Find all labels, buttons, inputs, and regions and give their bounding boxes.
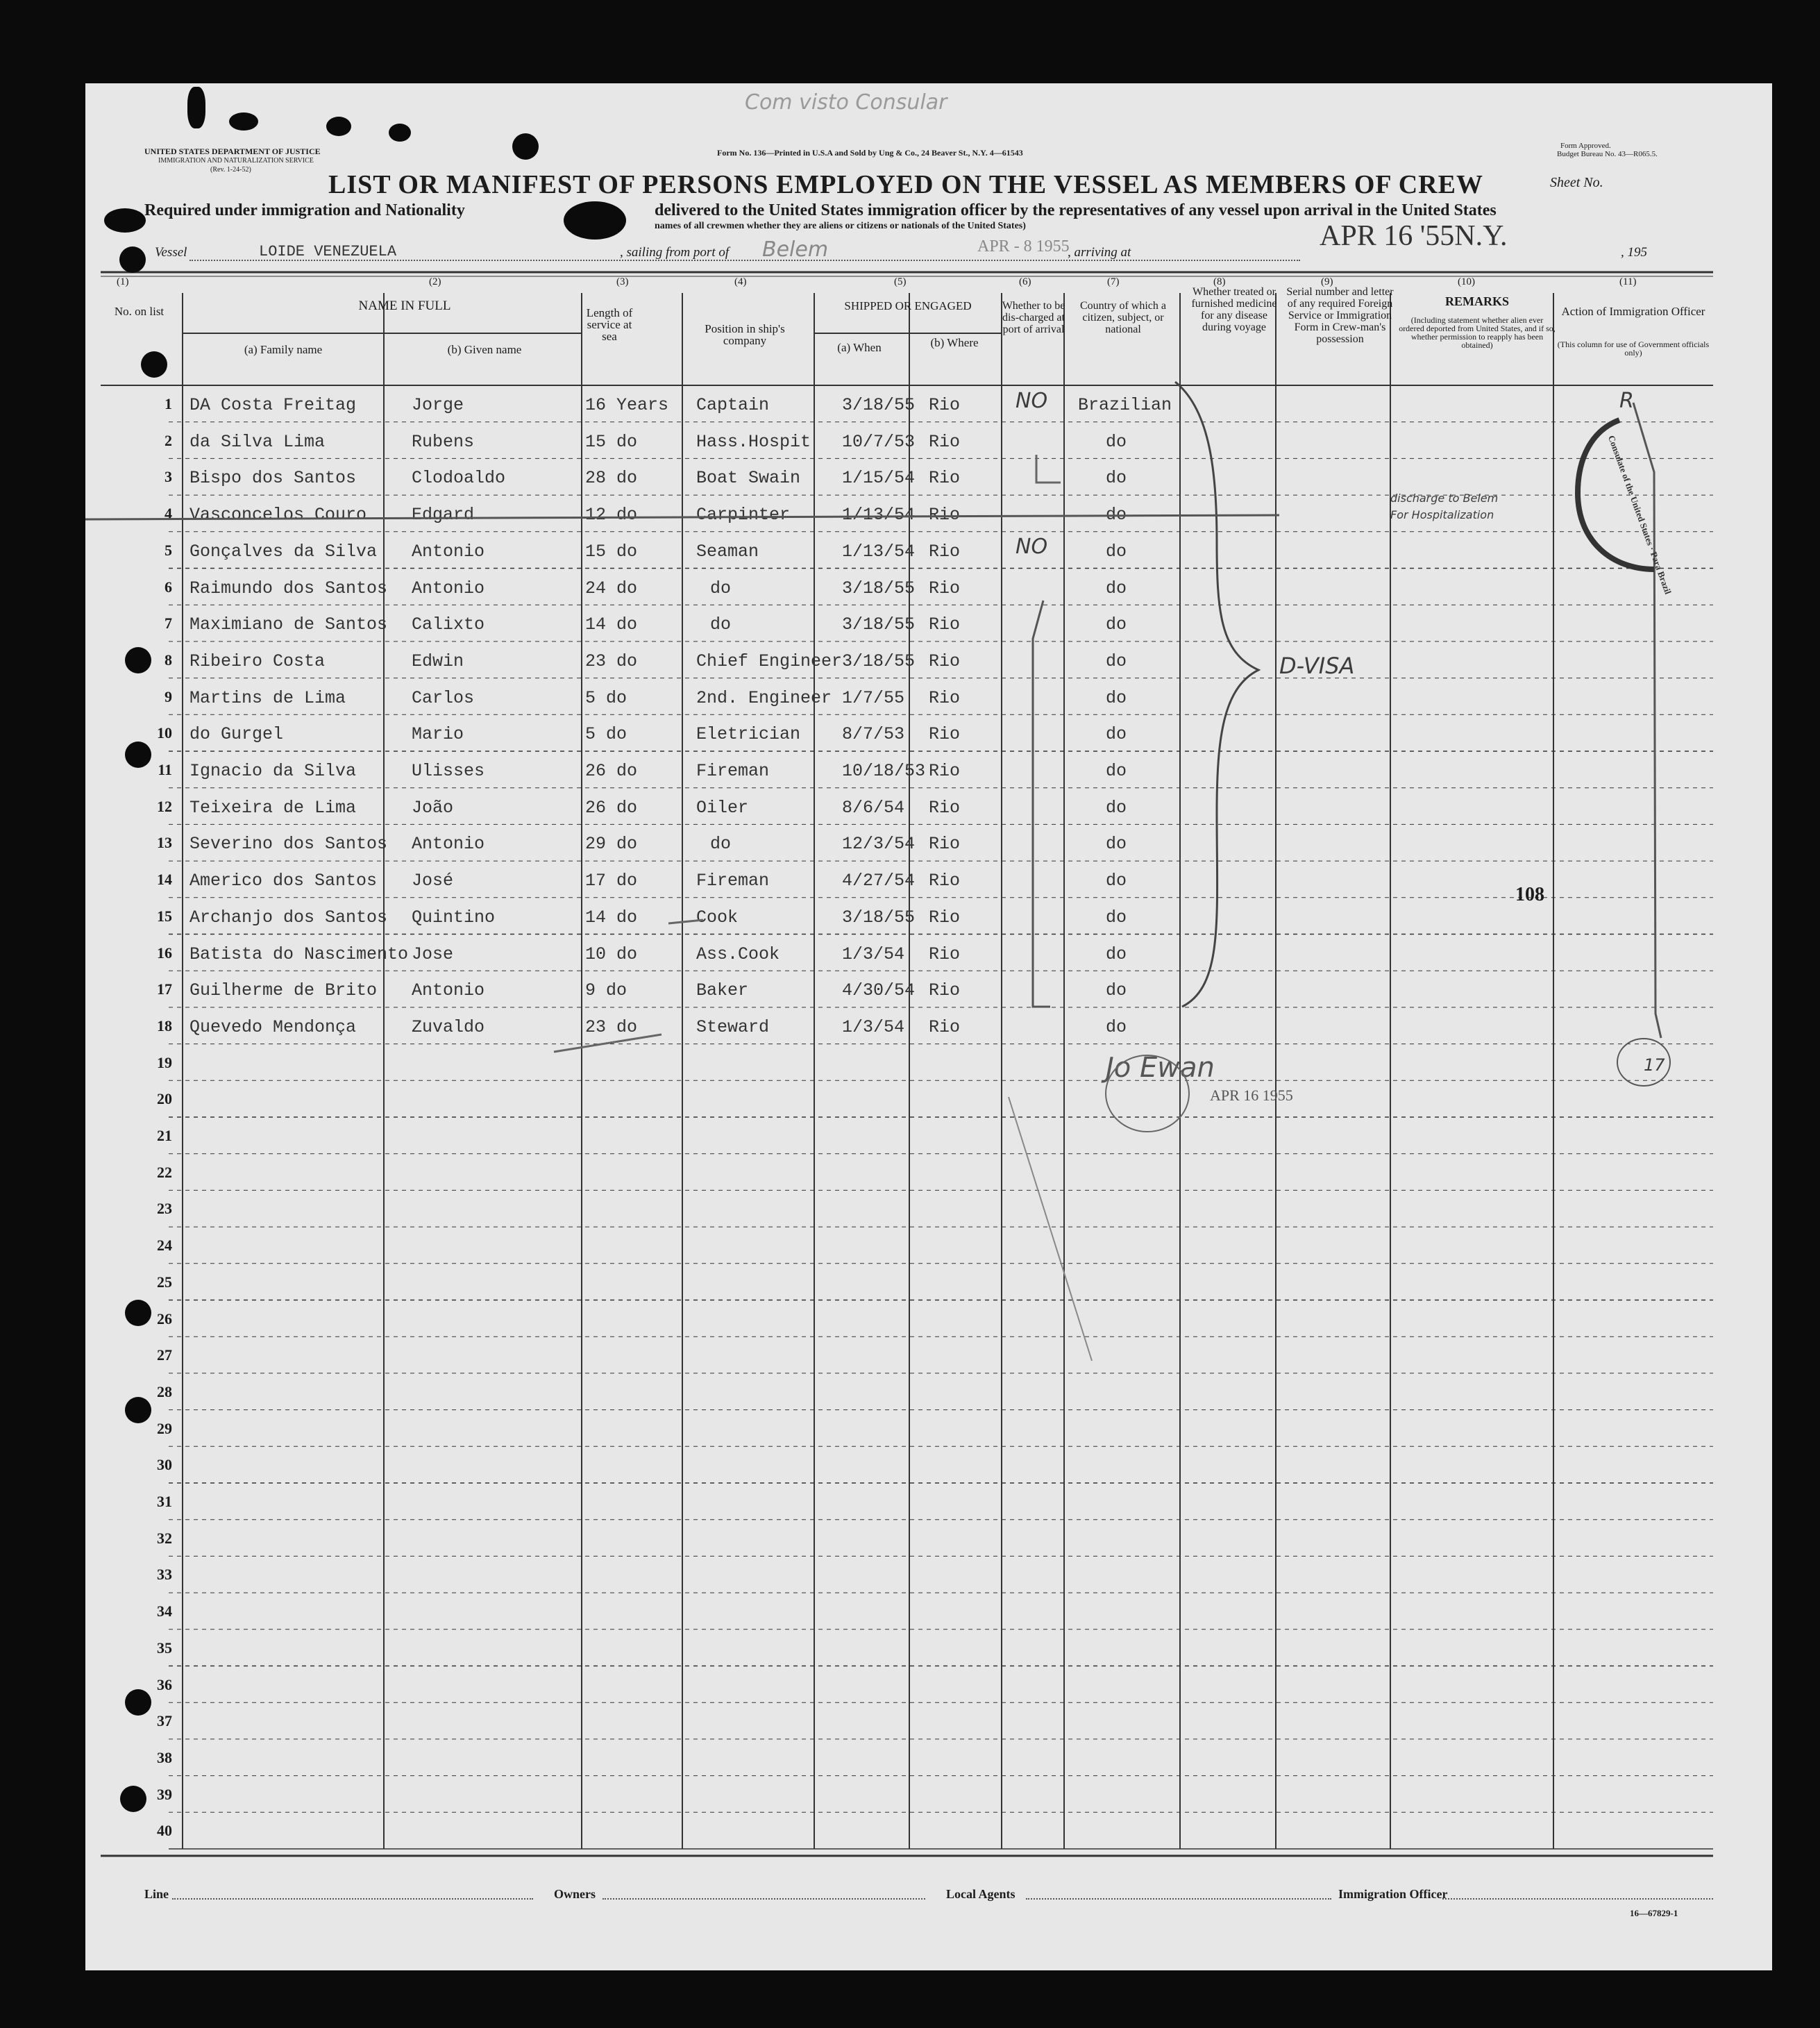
d-visa-note: D-VISA (1279, 653, 1355, 679)
footer-agents-label: Local Agents (946, 1887, 1016, 1901)
discharged-no-1: NO (1016, 389, 1048, 413)
crew-country: Brazilian (1078, 395, 1172, 415)
crew-given: Jose (412, 944, 454, 964)
crew-when: 1/3/54 (842, 944, 905, 964)
crew-country: do (1106, 724, 1127, 745)
ink-blot (326, 117, 351, 136)
crew-when: 8/6/54 (842, 797, 905, 818)
line-number: 20 (157, 1090, 172, 1108)
crew-family: Archanjo dos Santos (189, 907, 388, 928)
line-number: 31 (157, 1493, 172, 1510)
col-header-action-note: (This column for use of Government officials only) (1557, 340, 1710, 358)
crew-position: Ass.Cook (696, 944, 780, 964)
line-number: 26 (157, 1309, 172, 1327)
line-number: 38 (157, 1748, 172, 1766)
crew-position: Cook (696, 907, 739, 928)
crew-family: Ignacio da Silva (189, 761, 357, 781)
line-number: 8 (165, 651, 172, 669)
crew-country: do (1106, 505, 1127, 526)
crew-family: Vasconcelos Couro (189, 505, 367, 526)
crew-family: da Silva Lima (189, 431, 326, 452)
form-code: 16—67829-1 (1630, 1908, 1678, 1918)
vessel-name: LOIDE VENEZUELA (259, 243, 397, 260)
ink-blot (229, 112, 258, 131)
line-number: 35 (157, 1639, 172, 1657)
crew-given: João (412, 797, 454, 818)
line-number: 37 (157, 1712, 172, 1730)
crew-family: Guilherme de Brito (189, 980, 378, 1001)
line-number: 28 (157, 1382, 172, 1400)
ink-blot (104, 208, 146, 233)
line-number: 12 (157, 797, 172, 815)
crew-where: Rio (929, 505, 961, 526)
crew-where: Rio (929, 687, 961, 708)
crew-given: Antonio (412, 541, 485, 562)
crew-when: 4/27/54 (842, 871, 916, 891)
agency-sub: IMMIGRATION AND NATURALIZATION SERVICE (158, 157, 314, 165)
column-number: (7) (1107, 276, 1120, 287)
crew-given: Carlos (412, 687, 475, 708)
crew-position: Baker (696, 980, 749, 1001)
agency-name: UNITED STATES DEPARTMENT OF JUSTICE (144, 146, 321, 156)
crew-where: Rio (929, 761, 961, 781)
crewmen-note: names of all crewmen whether they are aliens or citizens or nationals of the United States) (655, 221, 1026, 231)
crew-length: 12 do (585, 505, 638, 526)
crew-where: Rio (929, 651, 961, 671)
col-header-length: Length of service at sea (586, 306, 633, 343)
crew-position: Oiler (696, 797, 749, 818)
crew-country: do (1106, 834, 1127, 855)
crew-family: Batista do Nascimento (189, 944, 409, 964)
crew-given: Antonio (412, 578, 485, 598)
punch-hole (125, 1300, 151, 1326)
line-number: 24 (157, 1237, 172, 1255)
col-header-family: (a) Family name (244, 343, 323, 356)
crew-family: Maximiano de Santos (189, 614, 388, 635)
line-number: 4 (165, 505, 172, 523)
crew-when: 4/30/54 (842, 980, 916, 1001)
column-number: (6) (1019, 276, 1031, 287)
crew-given: Calixto (412, 614, 485, 635)
line-number: 3 (165, 468, 172, 486)
crew-position: Hass.Hospit (696, 431, 811, 452)
col-header-remarks-note: (Including statement whether alien ever ordered deported from United States, and if so, whether permission to reapply has been obtained) (1399, 315, 1556, 350)
crew-length: 29 do (585, 834, 638, 855)
line-number: 34 (157, 1602, 172, 1620)
crew-country: do (1106, 614, 1127, 635)
punch-hole (512, 133, 539, 160)
column-number: (3) (616, 276, 629, 287)
manifest-sheet (85, 83, 1772, 1970)
crew-family: Martins de Lima (189, 687, 346, 708)
crew-given: Quintino (412, 907, 496, 928)
crew-given: José (412, 871, 454, 891)
line-number: 10 (157, 724, 172, 742)
line-number: 32 (157, 1529, 172, 1547)
column-number: (4) (734, 276, 747, 287)
line-number: 22 (157, 1163, 172, 1181)
punch-hole (141, 351, 167, 378)
crew-family: do Gurgel (189, 724, 284, 745)
crew-where: Rio (929, 431, 961, 452)
crew-country: do (1106, 871, 1127, 891)
officer-initial: R (1619, 389, 1634, 413)
crew-country: do (1106, 907, 1127, 928)
crew-where: Rio (929, 724, 961, 745)
crew-length: 17 do (585, 871, 638, 891)
handwriting-strokes (85, 83, 1772, 1970)
footer-agents-field (1026, 1898, 1331, 1900)
crew-family: Teixeira de Lima (189, 797, 357, 818)
crew-when: 3/18/55 (842, 395, 916, 415)
footer-owners-label: Owners (554, 1887, 596, 1901)
crew-family: Severino dos Santos (189, 834, 388, 855)
crew-position: Fireman (696, 761, 770, 781)
crew-country: do (1106, 541, 1127, 562)
line-number: 11 (158, 761, 172, 778)
crew-family: Gonçalves da Silva (189, 541, 378, 562)
column-number: (1) (117, 276, 129, 287)
crew-length: 26 do (585, 761, 638, 781)
crew-where: Rio (929, 541, 961, 562)
form-rev: (Rev. 1-24-52) (210, 166, 251, 174)
crew-when: 10/7/53 (842, 431, 916, 452)
crew-country: do (1106, 651, 1127, 671)
crew-when: 3/18/55 (842, 614, 916, 635)
crew-country: do (1106, 980, 1127, 1001)
crew-total: 17 (1644, 1055, 1665, 1075)
crew-position: Boat Swain (696, 468, 801, 489)
crew-family: Raimundo dos Santos (189, 578, 388, 598)
punch-hole (119, 246, 146, 273)
crew-given: Antonio (412, 980, 485, 1001)
col-header-country: Country of which a citizen, subject, or national (1080, 300, 1166, 335)
crew-when: 12/3/54 (842, 834, 916, 855)
crew-position: Steward (696, 1016, 770, 1037)
consulate-seal-text: Consulate of the United States · Para Brazil (1606, 434, 1674, 596)
line-number: 16 (157, 944, 172, 962)
line-number: 40 (157, 1822, 172, 1840)
footer-officer-label: Immigration Officer (1338, 1887, 1448, 1901)
col-header-action: Action of Immigration Officer (1561, 305, 1705, 318)
crew-position: do (710, 614, 732, 635)
crew-where: Rio (929, 468, 961, 489)
column-number: (8) (1213, 276, 1226, 287)
crew-when: 1/15/54 (842, 468, 916, 489)
crew-position: Captain (696, 395, 770, 415)
officer-signature: Jo Ewan (1106, 1052, 1215, 1084)
inspection-date-stamp: APR 16 1955 (1210, 1087, 1293, 1104)
crew-where: Rio (929, 907, 961, 928)
crew-length: 28 do (585, 468, 638, 489)
line-number: 27 (157, 1346, 172, 1364)
line-number: 30 (157, 1456, 172, 1474)
crew-when: 3/18/55 (842, 907, 916, 928)
crew-length: 15 do (585, 431, 638, 452)
line-number: 18 (157, 1016, 172, 1034)
crew-where: Rio (929, 1016, 961, 1037)
year-label: , 195 (1621, 245, 1647, 260)
punch-hole (125, 647, 151, 673)
line-number: 36 (157, 1675, 172, 1693)
crew-when: 3/18/55 (842, 651, 916, 671)
col-header-name: NAME IN FULL (358, 299, 451, 313)
crew-position: do (710, 578, 732, 598)
crew-family: Americo dos Santos (189, 871, 378, 891)
crew-given: Edgard (412, 505, 475, 526)
crew-when: 1/3/54 (842, 1016, 905, 1037)
remark-number: 108 (1515, 884, 1544, 905)
line-number: 14 (157, 871, 172, 889)
punch-hole (125, 1689, 151, 1716)
crew-where: Rio (929, 871, 961, 891)
line-number: 39 (157, 1785, 172, 1803)
line-number: 7 (165, 614, 172, 632)
crew-length: 23 do (585, 651, 638, 671)
col-header-medicine: Whether treated or furnished medicine for any disease during voyage (1191, 286, 1277, 333)
col-header-given: (b) Given name (447, 343, 522, 356)
subtitle-right: delivered to the United States immigration officer by the representatives of any vessel upon arrival in the United States (655, 201, 1497, 219)
crew-country: do (1106, 468, 1127, 489)
line-number: 15 (157, 907, 172, 925)
crew-when: 1/7/55 (842, 687, 905, 708)
crew-family: Ribeiro Costa (189, 651, 326, 671)
line-number: 2 (165, 431, 172, 449)
line-number: 1 (165, 395, 172, 412)
col-header-shipped: SHIPPED OR ENGAGED (844, 299, 972, 312)
line-number: 19 (157, 1053, 172, 1071)
column-number: (2) (429, 276, 441, 287)
crew-country: do (1106, 687, 1127, 708)
punch-hole (120, 1786, 146, 1812)
crew-where: Rio (929, 834, 961, 855)
crew-when: 3/18/55 (842, 578, 916, 598)
footer-owners-field (603, 1898, 925, 1900)
crew-position: Eletrician (696, 724, 801, 745)
crew-country: do (1106, 761, 1127, 781)
subtitle-left: Required under immigration and Nationality (144, 201, 465, 219)
form-title: LIST OR MANIFEST OF PERSONS EMPLOYED ON THE VESSEL AS MEMBERS OF CREW (328, 170, 1483, 199)
crew-given: Mario (412, 724, 464, 745)
line-number: 9 (165, 687, 172, 705)
sailing-date-stamp: APR - 8 1955 (977, 237, 1070, 255)
line-number: 6 (165, 578, 172, 596)
ink-blot (564, 201, 626, 240)
crew-when: 8/7/53 (842, 724, 905, 745)
remark-discharge: discharge to Belem (1390, 492, 1499, 505)
crew-position: Fireman (696, 871, 770, 891)
crew-given: Rubens (412, 431, 475, 452)
crew-country: do (1106, 431, 1127, 452)
faint-handwriting: Com visto Consular (745, 90, 947, 115)
budget-bureau: Budget Bureau No. 43—R065.5. (1557, 150, 1658, 158)
crew-given: Clodoaldo (412, 468, 506, 489)
crew-length: 14 do (585, 614, 638, 635)
line-number: 25 (157, 1273, 172, 1291)
crew-position: 2nd. Engineer (696, 687, 832, 708)
crew-where: Rio (929, 395, 961, 415)
crew-length: 16 Years (585, 395, 669, 415)
punch-hole (125, 741, 151, 768)
arrival-stamp: APR 16 '55N.Y. (1320, 220, 1508, 252)
col-header-remarks: REMARKS (1444, 294, 1509, 308)
crew-country: do (1106, 578, 1127, 598)
crew-where: Rio (929, 614, 961, 635)
footer-line-label: Line (144, 1887, 169, 1901)
vessel-label: Vessel (155, 245, 187, 260)
crew-country: do (1106, 1016, 1127, 1037)
line-number: 5 (165, 541, 172, 559)
col-header-serial: Serial number and letter of any required Foreign Service or Immigration Form in Crew-man's possession (1286, 286, 1394, 345)
crew-where: Rio (929, 578, 961, 598)
column-number: (9) (1321, 276, 1333, 287)
line-number: 13 (157, 834, 172, 852)
sailing-label: , sailing from port of (620, 245, 730, 260)
punch-hole (125, 1397, 151, 1423)
crew-length: 23 do (585, 1016, 638, 1037)
crew-length: 14 do (585, 907, 638, 928)
crew-position: Chief Engineer (696, 651, 843, 671)
line-number: 21 (157, 1127, 172, 1144)
crew-family: Bispo dos Santos (189, 468, 357, 489)
sailing-port: Belem (762, 237, 829, 262)
crew-when: 1/13/54 (842, 505, 916, 526)
crew-position: do (710, 834, 732, 855)
crew-when: 1/13/54 (842, 541, 916, 562)
printer-note: Form No. 136—Printed in U.S.A and Sold by Ung & Co., 24 Beaver St., N.Y. 4—61543 (717, 148, 1023, 158)
crew-when: 10/18/53 (842, 761, 926, 781)
crew-where: Rio (929, 980, 961, 1001)
crew-where: Rio (929, 944, 961, 964)
line-number: 29 (157, 1419, 172, 1437)
col-header-when: (a) When (837, 341, 882, 354)
discharged-no-2: NO (1016, 535, 1048, 559)
col-header-no: No. on list (114, 305, 165, 318)
crew-length: 10 do (585, 944, 638, 964)
arriving-label: , arriving at (1068, 245, 1131, 260)
footer-line-field (172, 1898, 533, 1900)
crew-length: 26 do (585, 797, 638, 818)
crew-position: Seaman (696, 541, 759, 562)
footer-officer-field (1442, 1898, 1713, 1900)
crew-family: Quevedo Mendonça (189, 1016, 357, 1037)
crew-given: Antonio (412, 834, 485, 855)
crew-country: do (1106, 797, 1127, 818)
ink-blot (389, 124, 411, 142)
crew-family: DA Costa Freitag (189, 395, 357, 415)
form-approved: Form Approved. (1560, 142, 1611, 150)
crew-where: Rio (929, 797, 961, 818)
crew-given: Edwin (412, 651, 464, 671)
sheet-no-label: Sheet No. (1550, 175, 1603, 190)
crew-given: Zuvaldo (412, 1016, 485, 1037)
line-number: 33 (157, 1566, 172, 1584)
consulate-seal (1567, 434, 1674, 596)
col-header-position: Position in ship's company (705, 322, 785, 347)
crew-given: Jorge (412, 395, 464, 415)
column-number: (11) (1619, 276, 1637, 287)
crew-length: 15 do (585, 541, 638, 562)
crew-length: 5 do (585, 724, 627, 745)
remark-hospital: For Hospitalization (1390, 508, 1494, 521)
col-header-where: (b) Where (930, 336, 979, 349)
column-number: (10) (1458, 276, 1475, 287)
ink-blot (187, 87, 205, 128)
crew-length: 24 do (585, 578, 638, 598)
line-number: 23 (157, 1200, 172, 1218)
crew-country: do (1106, 944, 1127, 964)
line-number: 17 (157, 980, 172, 998)
crew-given: Ulisses (412, 761, 485, 781)
crew-length: 5 do (585, 687, 627, 708)
col-header-discharged: Whether to be dis-charged at port of arrival (1002, 300, 1065, 335)
column-number: (5) (894, 276, 907, 287)
crew-position: Carpinter (696, 505, 791, 526)
crew-length: 9 do (585, 980, 627, 1001)
